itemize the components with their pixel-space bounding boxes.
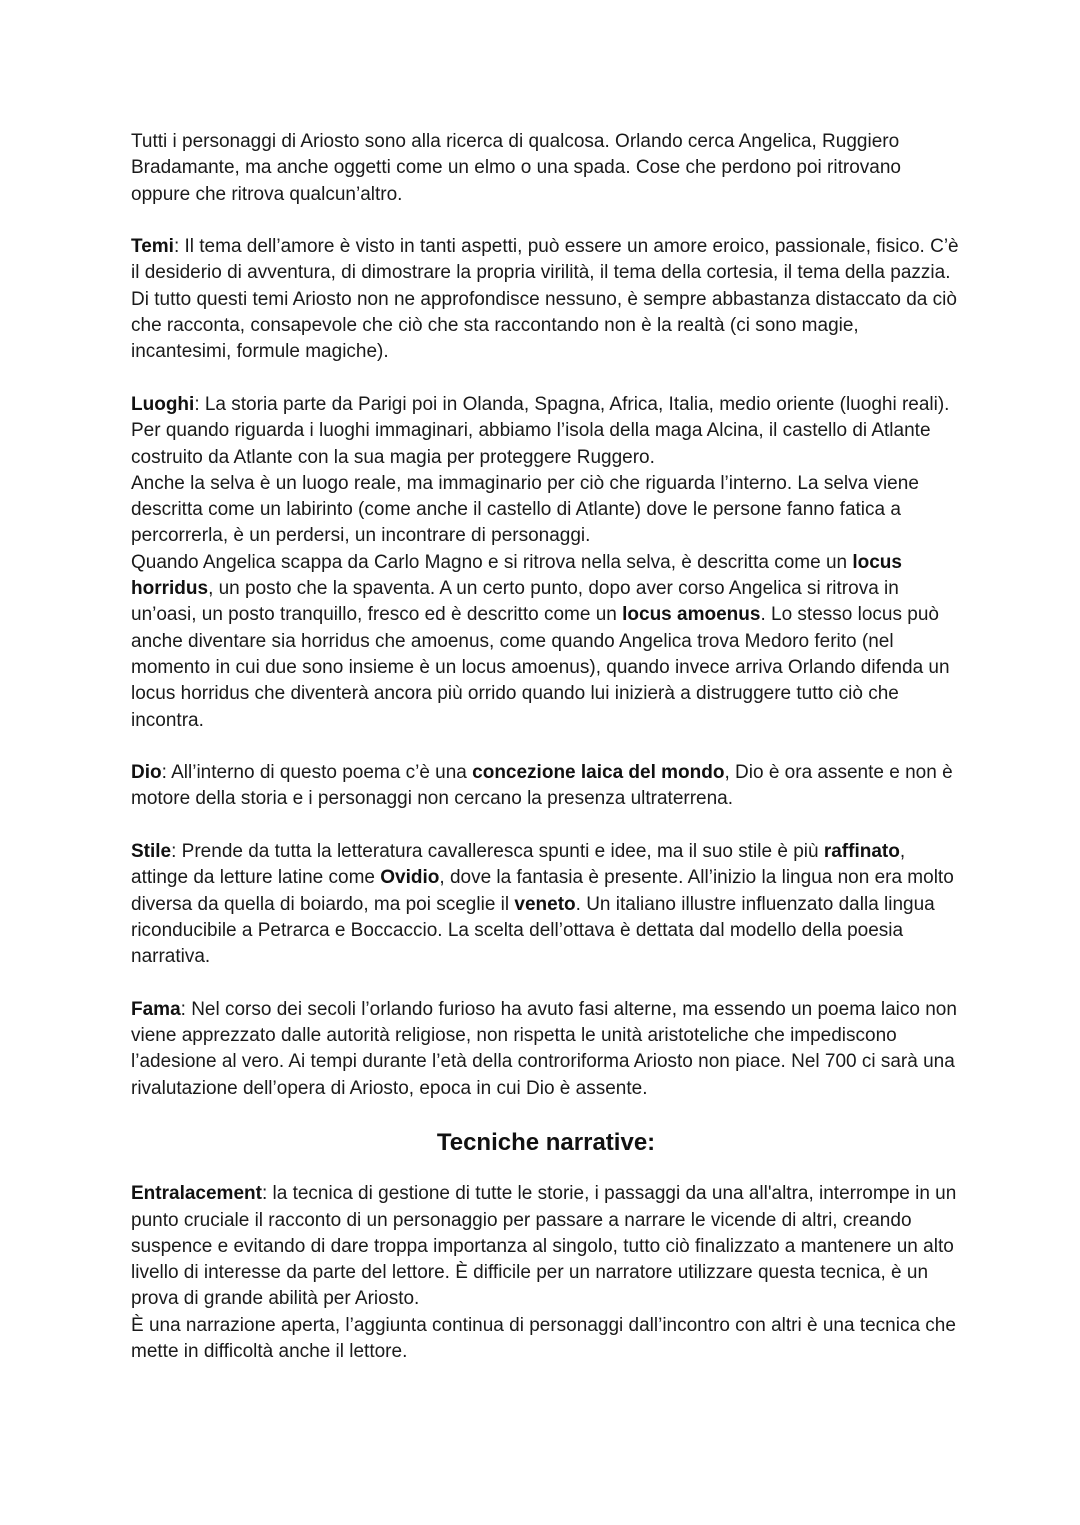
entralacement-paragraph bbox=[131, 1181, 961, 1312]
temi-paragraph bbox=[131, 234, 961, 365]
luoghi-label: Luoghi bbox=[131, 393, 195, 415]
fama-text: : Nel corso dei secoli l’orlando furioso ha avuto fasi alterne, ma essendo un poema laico non viene apprezzato dalle autorità religiose, non rispetta le unità aristoteliche che impediscono l’adesione al vero. Ai tempi durante l’età della controriforma Ariosto non piace. Nel 700 ci sarà una rivalutazione dell’opera di Ariosto, epoca in cui Dio è assente. bbox=[131, 998, 957, 1099]
entralacement-text-1: : la tecnica di gestione di tutte le storie, i passaggi da una all'altra, interrompe in un punto cruciale il racconto di un personaggio per passare a narrare le vicende di altri, creando suspence e evitando di dare troppa importanza al singolo, tutto ciò finalizzato a mantenere un alto livello di interesse da parte del lettore. È difficile per un narratore utilizzare questa tecnica, è un prova di grande abilità per Ariosto. bbox=[131, 1183, 957, 1310]
dio-text-1: : All’interno di questo poema c’è una bbox=[161, 762, 473, 784]
stile-text-3: , dove la fantasia è presente. All’inizio la lingua non era molto diversa da quella di boiardo, ma poi sceglie il bbox=[131, 867, 954, 915]
document-page bbox=[131, 129, 961, 1365]
stile-text-2: , attinge da letture latine come bbox=[131, 841, 906, 889]
luoghi-text-3a: Quando Angelica scappa da Carlo Magno e si ritrova nella selva, è descritta come un bbox=[131, 551, 853, 573]
luoghi-text-2: Anche la selva è un luogo reale, ma immaginario per ciò che riguarda l’interno. La selva viene descritta come un labirinto (come anche il castello di Atlante) dove le persone fanno fatica a percorrerla, è un perdersi, un incontrare di personaggi. bbox=[131, 472, 919, 547]
stile-label: Stile bbox=[131, 841, 172, 863]
luoghi-text-3b: , un posto che la spaventa. A un certo punto, dopo aver corso Angelica si ritrova in un’oasi, un posto tranquillo, fresco ed è descritto come un bbox=[131, 578, 899, 626]
entralacement-paragraph-2 bbox=[131, 1313, 961, 1366]
raffinato-term: raffinato bbox=[823, 841, 900, 863]
dio-text-2: , Dio è ora assente e non è motore della storia e i personaggi non cercano la presenza ultraterrena. bbox=[131, 762, 953, 810]
stile-text-4: . Un italiano illustre influenzato dalla lingua riconducibile a Petrarca e Boccaccio. La scelta dell’ottava è dettata dal modello della poesia narrativa. bbox=[131, 893, 935, 968]
veneto-term: veneto bbox=[514, 893, 576, 915]
locus-amoenus-term: locus amoenus bbox=[622, 604, 761, 626]
dio-label: Dio bbox=[131, 762, 162, 784]
entralacement-label: Entralacement bbox=[131, 1183, 262, 1205]
ovidio-term: Ovidio bbox=[380, 867, 440, 889]
concezione-laica-term: concezione laica del mondo bbox=[472, 762, 725, 784]
entralacement-text-2: È una narrazione aperta, l’aggiunta continua di personaggi dall’incontro con altri è una tecnica che mette in difficoltà anche il lettore. bbox=[131, 1314, 956, 1363]
dio-paragraph bbox=[131, 760, 961, 813]
temi-text: : Il tema dell’amore è visto in tanti aspetti, può essere un amore eroico, passionale, fisico. C’è il desiderio di avventura, di dimostrare la propria virilità, il tema della cortesia, il tema della pazzia. Di tutto questi temi Ariosto non ne approfondisce nessuno, è sempre abbastanza distaccato da ciò che racconta, consapevole che ciò che sta raccontando non è la realtà (ci sono magie, incantesimi, formule magiche). bbox=[131, 236, 959, 363]
tecniche-heading: Tecniche narrative: bbox=[436, 1129, 656, 1157]
luoghi-selva-paragraph bbox=[131, 471, 961, 550]
fama-label: Fama bbox=[131, 998, 181, 1020]
luoghi-locus-paragraph bbox=[131, 550, 961, 734]
temi-label: Temi bbox=[131, 236, 174, 258]
fama-paragraph bbox=[131, 997, 961, 1102]
stile-text-1: : Prende da tutta la letteratura cavalleresca spunti e idee, ma il suo stile è più bbox=[171, 841, 824, 863]
stile-paragraph bbox=[131, 839, 961, 970]
luoghi-paragraph bbox=[131, 392, 961, 471]
luoghi-text-3c: . Lo stesso locus può anche diventare sia horridus che amoenus, come quando Angelica trova Medoro ferito (nel momento in cui due sono insieme è un locus amoenus), quando invece arriva Orlando difenda un locus horridus che diventerà ancora più orrido quando lui inizierà a distruggere tutto ciò che incontra. bbox=[131, 604, 950, 731]
luoghi-text-1: : La storia parte da Parigi poi in Olanda, Spagna, Africa, Italia, medio oriente (luoghi reali). Per quando riguarda i luoghi immaginari, abbiamo l’isola della maga Alcina, il castello di Atlante costruito da Atlante con la sua magia per proteggere Ruggero. bbox=[131, 393, 950, 468]
locus-horridus-term: locus horridus bbox=[131, 551, 902, 600]
intro-text: Tutti i personaggi di Ariosto sono alla ricerca di qualcosa. Orlando cerca Angelica, Ruggiero Bradamante, ma anche oggetti come un elmo o una spada. Cose che perdono poi ritrovano oppure che ritrova qualcun’altro. bbox=[131, 131, 901, 205]
intro-paragraph bbox=[131, 129, 961, 208]
